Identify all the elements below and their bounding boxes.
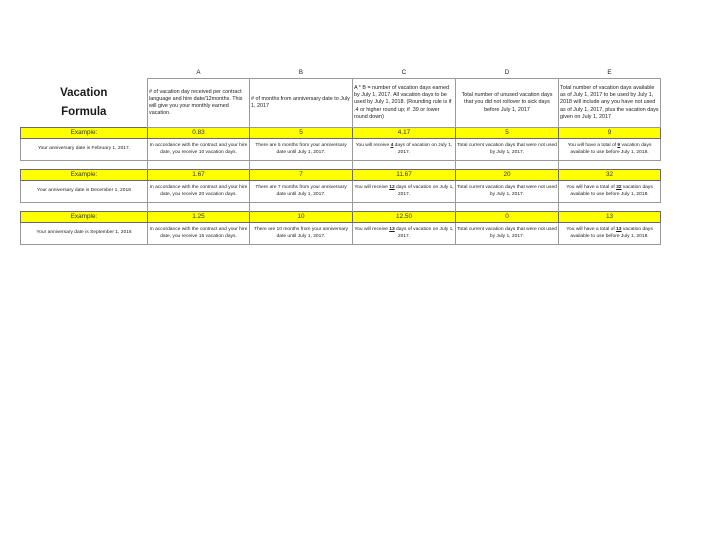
example-label: Example: xyxy=(21,128,148,139)
description-e xyxy=(559,181,661,203)
page-title xyxy=(21,79,148,128)
description-row xyxy=(21,181,661,203)
spacer-row xyxy=(21,161,661,170)
description-c-number: 13 xyxy=(389,227,395,233)
header-c: A * B = number of vacation days earned by July 1, 2017. All vacation days to be used by July 1, 2018. (Rounding rule is if .4 or higher round up; if .39 or lower round down) xyxy=(353,79,456,128)
spacer-cell xyxy=(250,161,353,170)
header-a: # of vacation day received per contract language and hire date/12months. This will give you your monthly earned vacation. xyxy=(148,79,250,128)
spacer-cell xyxy=(250,203,353,212)
example-row xyxy=(21,128,661,139)
anniversary-note: Your anniversary date is September 1, 2016 xyxy=(21,223,148,245)
value-b: 10 xyxy=(250,212,353,223)
description-e-prefix: You will have a total of xyxy=(566,227,617,233)
description-e xyxy=(559,139,661,161)
description-d: Total current vacation days that were not used by July 1, 2017. xyxy=(456,139,559,161)
description-c-suffix: days of vacation on July 1, 2017. xyxy=(393,143,453,155)
value-d: 20 xyxy=(456,170,559,181)
description-c xyxy=(353,223,456,245)
spacer-cell xyxy=(456,203,559,212)
column-letter-d: D xyxy=(504,68,510,76)
spreadsheet xyxy=(20,68,661,245)
description-a: In accordance with the contract and your hire date, you receive 20 vacation days. xyxy=(148,181,250,203)
column-letter-a: A xyxy=(196,68,201,76)
spacer-cell xyxy=(21,203,148,212)
column-letter-b: B xyxy=(298,68,304,76)
description-c xyxy=(353,139,456,161)
value-d: 0 xyxy=(456,212,559,223)
header-row xyxy=(21,79,661,128)
title-line-2: Formula xyxy=(61,105,107,118)
description-c xyxy=(353,181,456,203)
anniversary-note: Your anniversary date is February 1, 2017. xyxy=(21,139,148,161)
description-a: In accordance with the contract and your hire date, you receive 10 vacation days. xyxy=(148,139,250,161)
column-header-row xyxy=(21,68,661,79)
description-c-prefix: You will receive xyxy=(354,185,390,191)
anniversary-note: Your anniversary date is December 1, 2016 xyxy=(21,181,148,203)
description-c-number: 12 xyxy=(389,185,395,191)
spacer-cell xyxy=(353,203,456,212)
value-d: 5 xyxy=(456,128,559,139)
description-e-suffix: vacation days available to use before July 1, 2018. xyxy=(570,227,653,239)
spacer-cell xyxy=(559,203,661,212)
value-b: 7 xyxy=(250,170,353,181)
description-e-number: 32 xyxy=(616,185,622,191)
description-d: Total current vacation days that were not used by July 1, 2017. xyxy=(456,181,559,203)
description-c-suffix: days of vacation on July 1, 2017. xyxy=(394,227,454,239)
value-c: 12.50 xyxy=(353,212,456,223)
description-e-prefix: You will have a total of xyxy=(566,185,617,191)
description-b: There are 10 months from your anniversary date until July 1, 2017. xyxy=(250,223,353,245)
description-e-suffix: vacation days available to use before July 1, 2018. xyxy=(570,143,652,155)
header-d: Total number of unused vacation days that you did not rollover to sick days before July 1, 2017 xyxy=(456,79,559,128)
value-a: 1.25 xyxy=(148,212,250,223)
description-c-prefix: You will receive xyxy=(355,143,391,149)
spacer-row xyxy=(21,203,661,212)
vacation-formula-table xyxy=(20,68,661,245)
value-c: 4.17 xyxy=(353,128,456,139)
value-a: 0.83 xyxy=(148,128,250,139)
value-a: 1.67 xyxy=(148,170,250,181)
description-c-suffix: days of vacation on July 1, 2017. xyxy=(394,185,454,197)
spacer-cell xyxy=(148,203,250,212)
description-a: In accordance with the contract and your hire date, you receive 15 vacation days. xyxy=(148,223,250,245)
spacer-cell xyxy=(353,161,456,170)
value-e: 9 xyxy=(559,128,661,139)
description-e xyxy=(559,223,661,245)
spacer-cell xyxy=(21,161,148,170)
title-line-1: Vacation xyxy=(60,86,108,99)
value-e: 13 xyxy=(559,212,661,223)
spacer-cell xyxy=(148,161,250,170)
value-c: 11.67 xyxy=(353,170,456,181)
description-e-suffix: vacation days available to use before July 1, 2018. xyxy=(570,185,653,197)
description-e-number: 9 xyxy=(617,143,621,149)
description-row xyxy=(21,139,661,161)
description-c-number: 4 xyxy=(390,143,394,149)
corner-cell xyxy=(21,68,148,79)
header-e: Total number of vacation days available as of July 1, 2017 to be used by July 1, 2018 will include any you have not used as of July 1, 2017, plus the vacation days given on July 1, 2017 xyxy=(559,79,661,128)
description-e-prefix: You will have a total of xyxy=(567,143,618,149)
description-d: Total current vacation days that were not used by July 1, 2017. xyxy=(456,223,559,245)
value-e: 32 xyxy=(559,170,661,181)
spacer-cell xyxy=(456,161,559,170)
column-letter-c: C xyxy=(401,68,407,76)
description-row xyxy=(21,223,661,245)
value-b: 5 xyxy=(250,128,353,139)
spacer-cell xyxy=(559,161,661,170)
description-b: There are 7 months from your anniversary date until July 1, 2017. xyxy=(250,181,353,203)
description-b: There are 5 months from your anniversary date until July 1, 2017. xyxy=(250,139,353,161)
example-label: Example: xyxy=(21,212,148,223)
header-b: # of months from anniversary date to July 1, 2017 xyxy=(250,79,353,128)
example-row xyxy=(21,212,661,223)
example-label: Example: xyxy=(21,170,148,181)
description-c-prefix: You will receive xyxy=(354,227,390,233)
description-e-number: 13 xyxy=(616,227,622,233)
column-letter-e: E xyxy=(607,68,612,76)
example-row xyxy=(21,170,661,181)
